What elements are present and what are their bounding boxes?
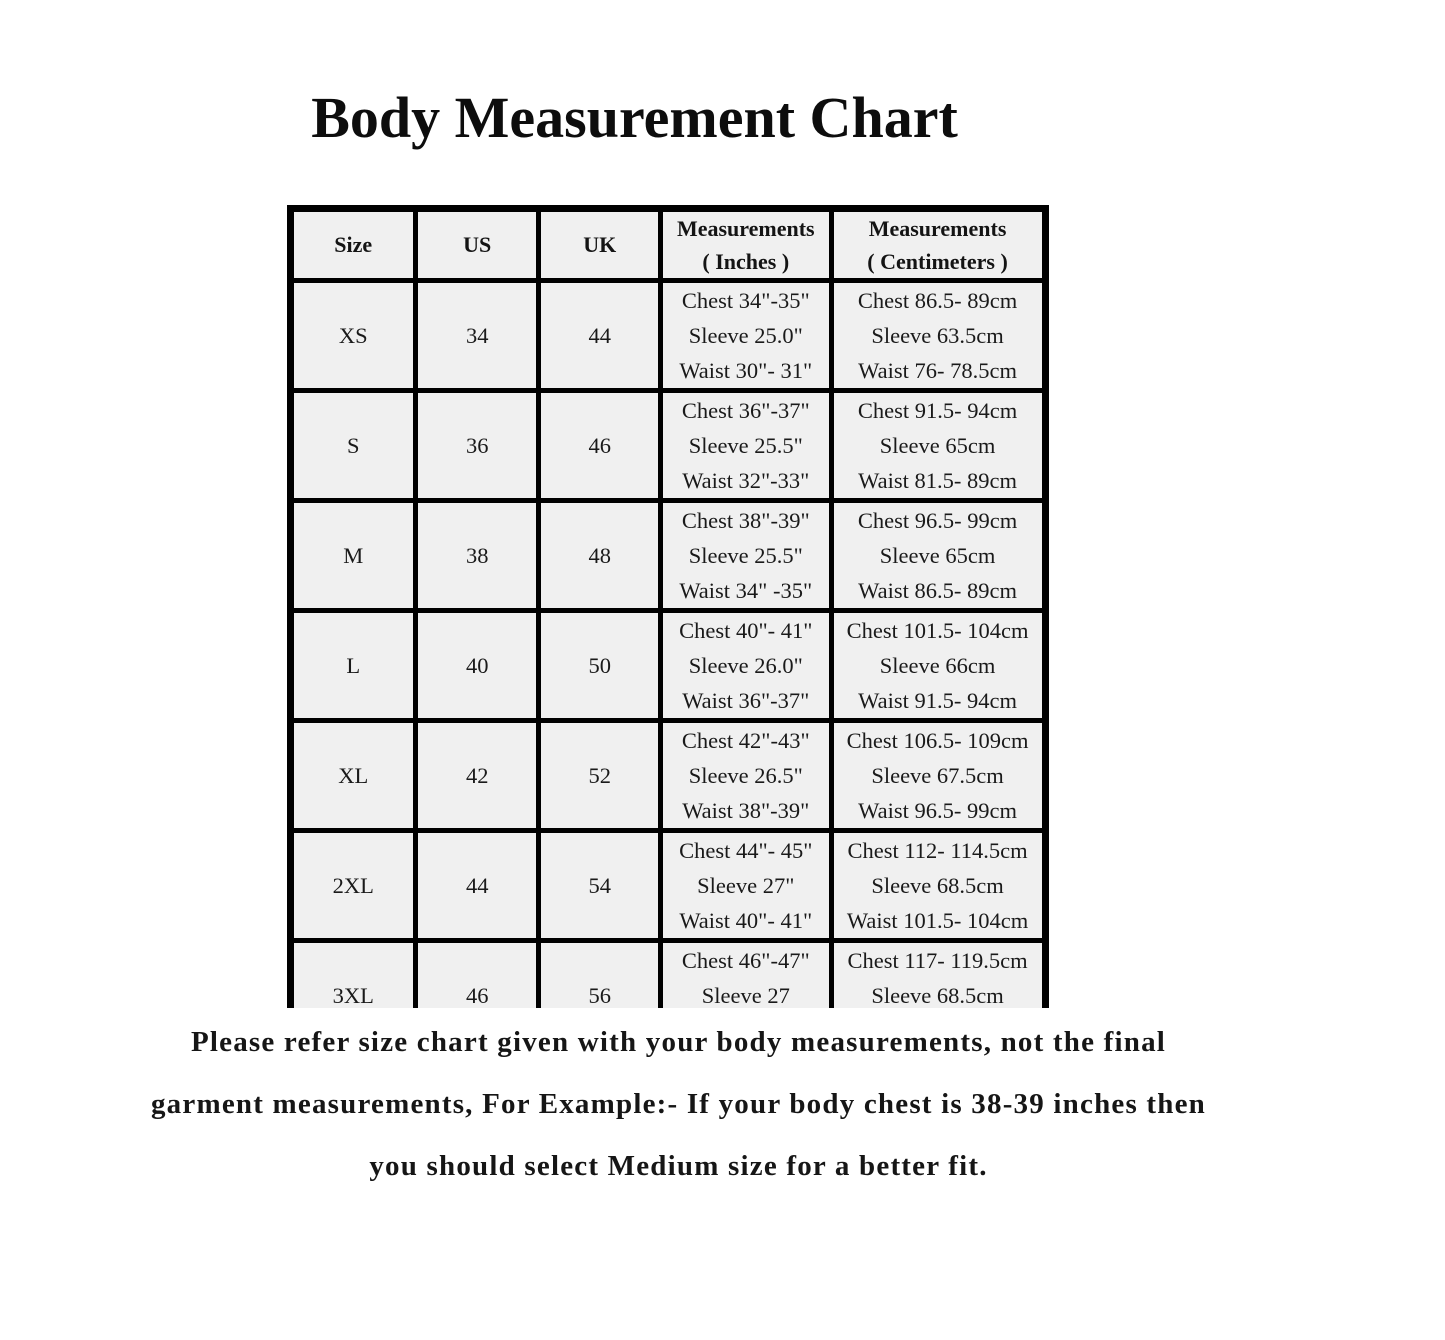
waist-cm: Waist 86.5- 89cm — [858, 578, 1017, 603]
note-line-1: Please refer size chart given with your body measurements, not the final — [190, 1026, 1167, 1058]
waist-cm: Waist 91.5- 94cm — [858, 688, 1017, 713]
page — [0, 84, 1445, 1340]
sleeve-cm: Sleeve 65cm — [879, 433, 996, 458]
us-cell: 36 — [415, 391, 538, 501]
us-cell: 42 — [415, 721, 538, 831]
size-cell: M — [290, 501, 415, 611]
cm-cell — [831, 281, 1045, 391]
size-cell: 2XL — [290, 831, 415, 941]
sleeve-inches: Sleeve 26.5" — [688, 763, 803, 788]
header-measurements-cm-line2: ( Centimeters ) — [867, 249, 1008, 274]
uk-cell: 48 — [539, 501, 660, 611]
sleeve-cm: Sleeve 66cm — [879, 653, 996, 678]
uk-cell: 50 — [539, 611, 660, 721]
size-chart-note — [0, 1027, 1401, 1182]
us-cell: 38 — [415, 501, 538, 611]
cm-cell — [831, 611, 1045, 721]
sleeve-inches: Sleeve 26.0" — [688, 653, 803, 678]
waist-inches: Waist 32"-33" — [682, 468, 810, 493]
header-measurements-inches-line1: Measurements — [676, 216, 815, 241]
size-cell: 3XL — [290, 941, 415, 1009]
chest-cm: Chest 117- 119.5cm — [847, 948, 1028, 973]
table-row-3xl — [290, 941, 1045, 1009]
sleeve-inches: Sleeve 25.5" — [688, 433, 803, 458]
waist-cm: Waist 76- 78.5cm — [858, 358, 1017, 383]
table-row-l — [290, 611, 1045, 721]
inches-cell — [660, 831, 831, 941]
inches-cell — [660, 391, 831, 501]
table-row-xs — [290, 281, 1045, 391]
uk-cell: 56 — [539, 941, 660, 1009]
waist-inches: Waist 36"-37" — [682, 688, 810, 713]
inches-cell — [660, 501, 831, 611]
waist-inches: Waist 30"- 31" — [679, 358, 813, 383]
uk-cell: 52 — [539, 721, 660, 831]
inches-cell — [660, 281, 831, 391]
chest-cm: Chest 106.5- 109cm — [846, 728, 1029, 753]
note-line-3: you should select Medium size for a better fit. — [369, 1150, 988, 1182]
chest-inches: Chest 36"-37" — [681, 398, 810, 423]
cm-cell — [831, 391, 1045, 501]
header-size: Size — [290, 209, 415, 281]
waist-cm: Waist 81.5- 89cm — [858, 468, 1017, 493]
note-line-2: garment measurements, For Example:- If your body chest is 38-39 inches then — [150, 1088, 1206, 1120]
table-header-row — [290, 209, 1045, 281]
chest-cm: Chest 91.5- 94cm — [857, 398, 1018, 423]
header-measurements-cm-line1: Measurements — [868, 216, 1007, 241]
body-measurement-table — [287, 205, 1049, 1008]
uk-cell: 44 — [539, 281, 660, 391]
inches-cell — [660, 611, 831, 721]
us-cell: 40 — [415, 611, 538, 721]
sleeve-inches: Sleeve 27 — [701, 983, 790, 1008]
table-row-s — [290, 391, 1045, 501]
cm-cell — [831, 721, 1045, 831]
chest-inches: Chest 34"-35" — [681, 288, 810, 313]
waist-cm: Waist 96.5- 99cm — [858, 798, 1017, 823]
size-cell: S — [290, 391, 415, 501]
cm-cell — [831, 941, 1045, 1009]
inches-cell — [660, 721, 831, 831]
inches-cell — [660, 941, 831, 1009]
size-cell: XS — [290, 281, 415, 391]
header-measurements-inches — [660, 209, 831, 281]
cm-cell — [831, 501, 1045, 611]
us-cell: 44 — [415, 831, 538, 941]
chest-cm: Chest 96.5- 99cm — [857, 508, 1018, 533]
chest-cm: Chest 86.5- 89cm — [857, 288, 1018, 313]
chest-inches: Chest 44"- 45" — [679, 838, 813, 863]
size-cell: L — [290, 611, 415, 721]
header-measurements-cm — [831, 209, 1045, 281]
waist-inches: Waist 38"-39" — [682, 798, 810, 823]
sleeve-cm: Sleeve 65cm — [879, 543, 996, 568]
chest-inches: Chest 40"- 41" — [679, 618, 813, 643]
sleeve-inches: Sleeve 25.5" — [688, 543, 803, 568]
waist-inches: Waist 34" -35" — [679, 578, 813, 603]
page-title: Body Measurement Chart — [311, 85, 958, 150]
sleeve-inches: Sleeve 25.0" — [688, 323, 803, 348]
sleeve-cm: Sleeve 63.5cm — [871, 323, 1004, 348]
header-uk: UK — [539, 209, 660, 281]
table-row-m — [290, 501, 1045, 611]
header-measurements-inches-line2: ( Inches ) — [702, 249, 790, 274]
header-us: US — [415, 209, 538, 281]
chest-inches: Chest 46"-47" — [681, 948, 810, 973]
table-row-xl — [290, 721, 1045, 831]
size-cell: XL — [290, 721, 415, 831]
waist-cm: Waist 101.5- 104cm — [846, 908, 1029, 933]
chest-inches: Chest 42"-43" — [681, 728, 810, 753]
uk-cell: 46 — [539, 391, 660, 501]
chest-cm: Chest 101.5- 104cm — [846, 618, 1029, 643]
table-row-2xl — [290, 831, 1045, 941]
sleeve-cm: Sleeve 68.5cm — [871, 873, 1004, 898]
sleeve-inches: Sleeve 27" — [697, 873, 795, 898]
sleeve-cm: Sleeve 68.5cm — [871, 983, 1004, 1008]
us-cell: 46 — [415, 941, 538, 1009]
sleeve-cm: Sleeve 67.5cm — [871, 763, 1004, 788]
chest-cm: Chest 112- 114.5cm — [847, 838, 1028, 863]
uk-cell: 54 — [539, 831, 660, 941]
cm-cell — [831, 831, 1045, 941]
chest-inches: Chest 38"-39" — [681, 508, 810, 533]
waist-inches: Waist 40"- 41" — [679, 908, 813, 933]
us-cell: 34 — [415, 281, 538, 391]
size-table-container — [287, 205, 1049, 1008]
